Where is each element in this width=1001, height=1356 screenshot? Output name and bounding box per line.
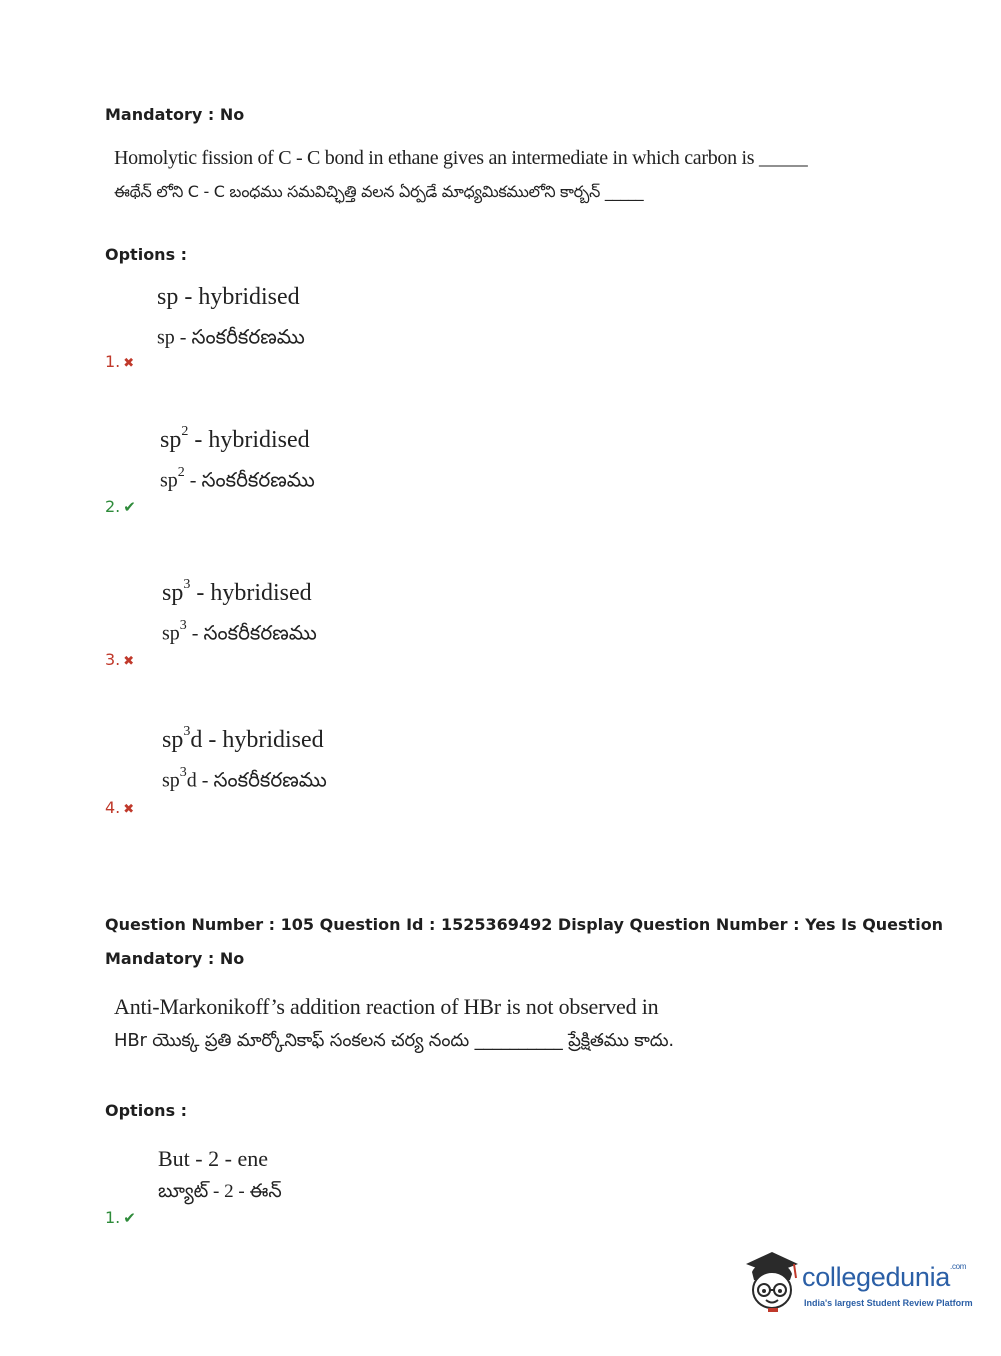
q1-option-2-number: 2. ✔ bbox=[105, 497, 136, 516]
q1-option-1-en[interactable]: sp - hybridised bbox=[157, 284, 300, 310]
q2-option-1-te[interactable]: బ్యూట్ - 2 - ఈన్ bbox=[158, 1181, 282, 1202]
q2-options-label: Options : bbox=[105, 1101, 188, 1120]
collegedunia-logo[interactable] bbox=[742, 1250, 973, 1320]
q1-option-2-te[interactable]: $sp^2$ - సంకరీకరణము bbox=[160, 465, 315, 492]
q1-option-2-en[interactable]: $sp^2$ - hybridised bbox=[160, 424, 310, 453]
q2-header: Question Number : 105 Question Id : 1525369492 Display Question Number : Yes Is Question bbox=[105, 915, 944, 934]
q1-option-1-number: 1. ✖ bbox=[105, 352, 135, 371]
q2-question-text-te: HBr యొక్క ప్రతి మార్కోనికాఫ్ సంకలన చర్య నందు __________ ప్రేక్షితము కాదు. bbox=[114, 1030, 674, 1051]
q2-mandatory: Mandatory : No bbox=[105, 949, 245, 968]
cross-icon: ✖ bbox=[123, 802, 135, 817]
check-icon: ✔ bbox=[123, 1209, 136, 1227]
q1-options-label: Options : bbox=[105, 245, 188, 264]
q1-option-4-number: 4. ✖ bbox=[105, 798, 135, 817]
logo-tagline: India's largest Student Review Platform bbox=[804, 1298, 973, 1308]
q1-option-3-number: 3. ✖ bbox=[105, 650, 135, 669]
logo-wordmark: collegedunia$^{.com}$ bbox=[802, 1262, 967, 1292]
q2-question-text-en: Anti-Markonikoff’s addition reaction of HBr is not observed in bbox=[114, 994, 659, 1019]
q1-option-4-te[interactable]: $sp^3d$ - సంకరీకరణము bbox=[162, 765, 327, 792]
q1-question-text-te: ఈథేన్ లోని C - C బంధము సమవిచ్ఛిత్తి వలన ఏర్పడే మాధ్యమికములోని కార్బన్ _____ bbox=[114, 182, 644, 201]
q2-option-1-number: 1. ✔ bbox=[105, 1208, 136, 1227]
check-icon: ✔ bbox=[123, 498, 136, 516]
q1-mandatory: Mandatory : No bbox=[105, 105, 245, 124]
q1-option-3-en[interactable]: $sp^3$ - hybridised bbox=[162, 577, 312, 606]
cross-icon: ✖ bbox=[123, 654, 135, 669]
q1-option-1-te[interactable]: sp - సంకరీకరణము bbox=[157, 326, 305, 349]
mascot-icon bbox=[742, 1250, 800, 1314]
q1-option-3-te[interactable]: $sp^3$ - సంకరీకరణము bbox=[162, 618, 317, 645]
q1-question-text-en: Homolytic fission of C - C bond in ethane gives an intermediate in which carbon is _____ bbox=[114, 147, 808, 169]
cross-icon: ✖ bbox=[123, 356, 135, 371]
q1-option-4-en[interactable]: $sp^3d$ - hybridised bbox=[162, 724, 324, 753]
q2-option-1-en[interactable]: But - 2 - ene bbox=[158, 1146, 268, 1171]
